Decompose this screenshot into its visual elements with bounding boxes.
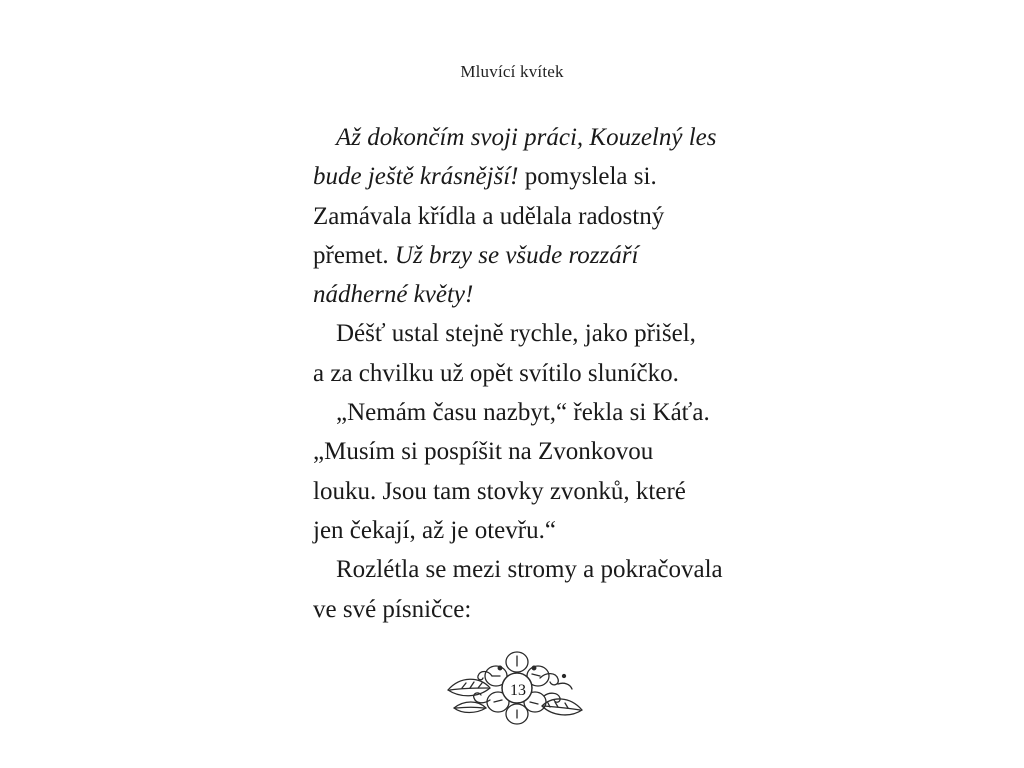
text-run: a za chvilku už opět svítilo sluníčko. xyxy=(313,359,679,387)
text-run: „Musím si pospíšit na Zvonkovou xyxy=(313,438,654,466)
text-line xyxy=(313,472,733,511)
text-line xyxy=(313,118,733,157)
text-run: Zamávala křídla a udělala radostný xyxy=(313,202,665,230)
paragraph xyxy=(313,550,733,629)
page-number: 13 xyxy=(510,682,526,699)
italic-text: nádherné květy! xyxy=(313,281,474,309)
text-line xyxy=(313,236,733,275)
text-run: „Nemám času nazbyt,“ řekla si Káťa. xyxy=(336,399,710,427)
text-line xyxy=(313,275,733,314)
paragraph xyxy=(313,393,733,550)
text-run: ve své písničce: xyxy=(313,595,472,623)
text-line xyxy=(313,550,733,589)
text-run: louku. Jsou tam stovky zvonků, které xyxy=(313,477,686,505)
text-line xyxy=(313,314,733,353)
text-line xyxy=(313,511,733,550)
text-run: jen čekají, až je otevřu.“ xyxy=(313,516,556,544)
text-line xyxy=(313,432,733,471)
text-line xyxy=(313,590,733,629)
text-line xyxy=(313,393,733,432)
italic-text: Už brzy se všude rozzáří xyxy=(394,241,639,269)
text-run: Déšť ustal stejně rychle, jako přišel, xyxy=(336,320,696,348)
text-run: Rozlétla se mezi stromy a pokračovala xyxy=(336,556,723,584)
running-head: Mluvící kvítek xyxy=(460,62,564,81)
paragraph xyxy=(313,118,733,314)
text-line xyxy=(313,354,733,393)
paragraph xyxy=(313,314,733,393)
text-line xyxy=(313,197,733,236)
text-line xyxy=(313,157,733,196)
text-run: přemet. xyxy=(313,241,395,269)
body-text xyxy=(313,118,733,629)
italic-text: Až dokončím svoji práci, Kouzelný les xyxy=(336,124,717,151)
text-run: pomyslela si. xyxy=(518,163,657,191)
italic-text: bude ještě krásnější! xyxy=(313,163,519,191)
